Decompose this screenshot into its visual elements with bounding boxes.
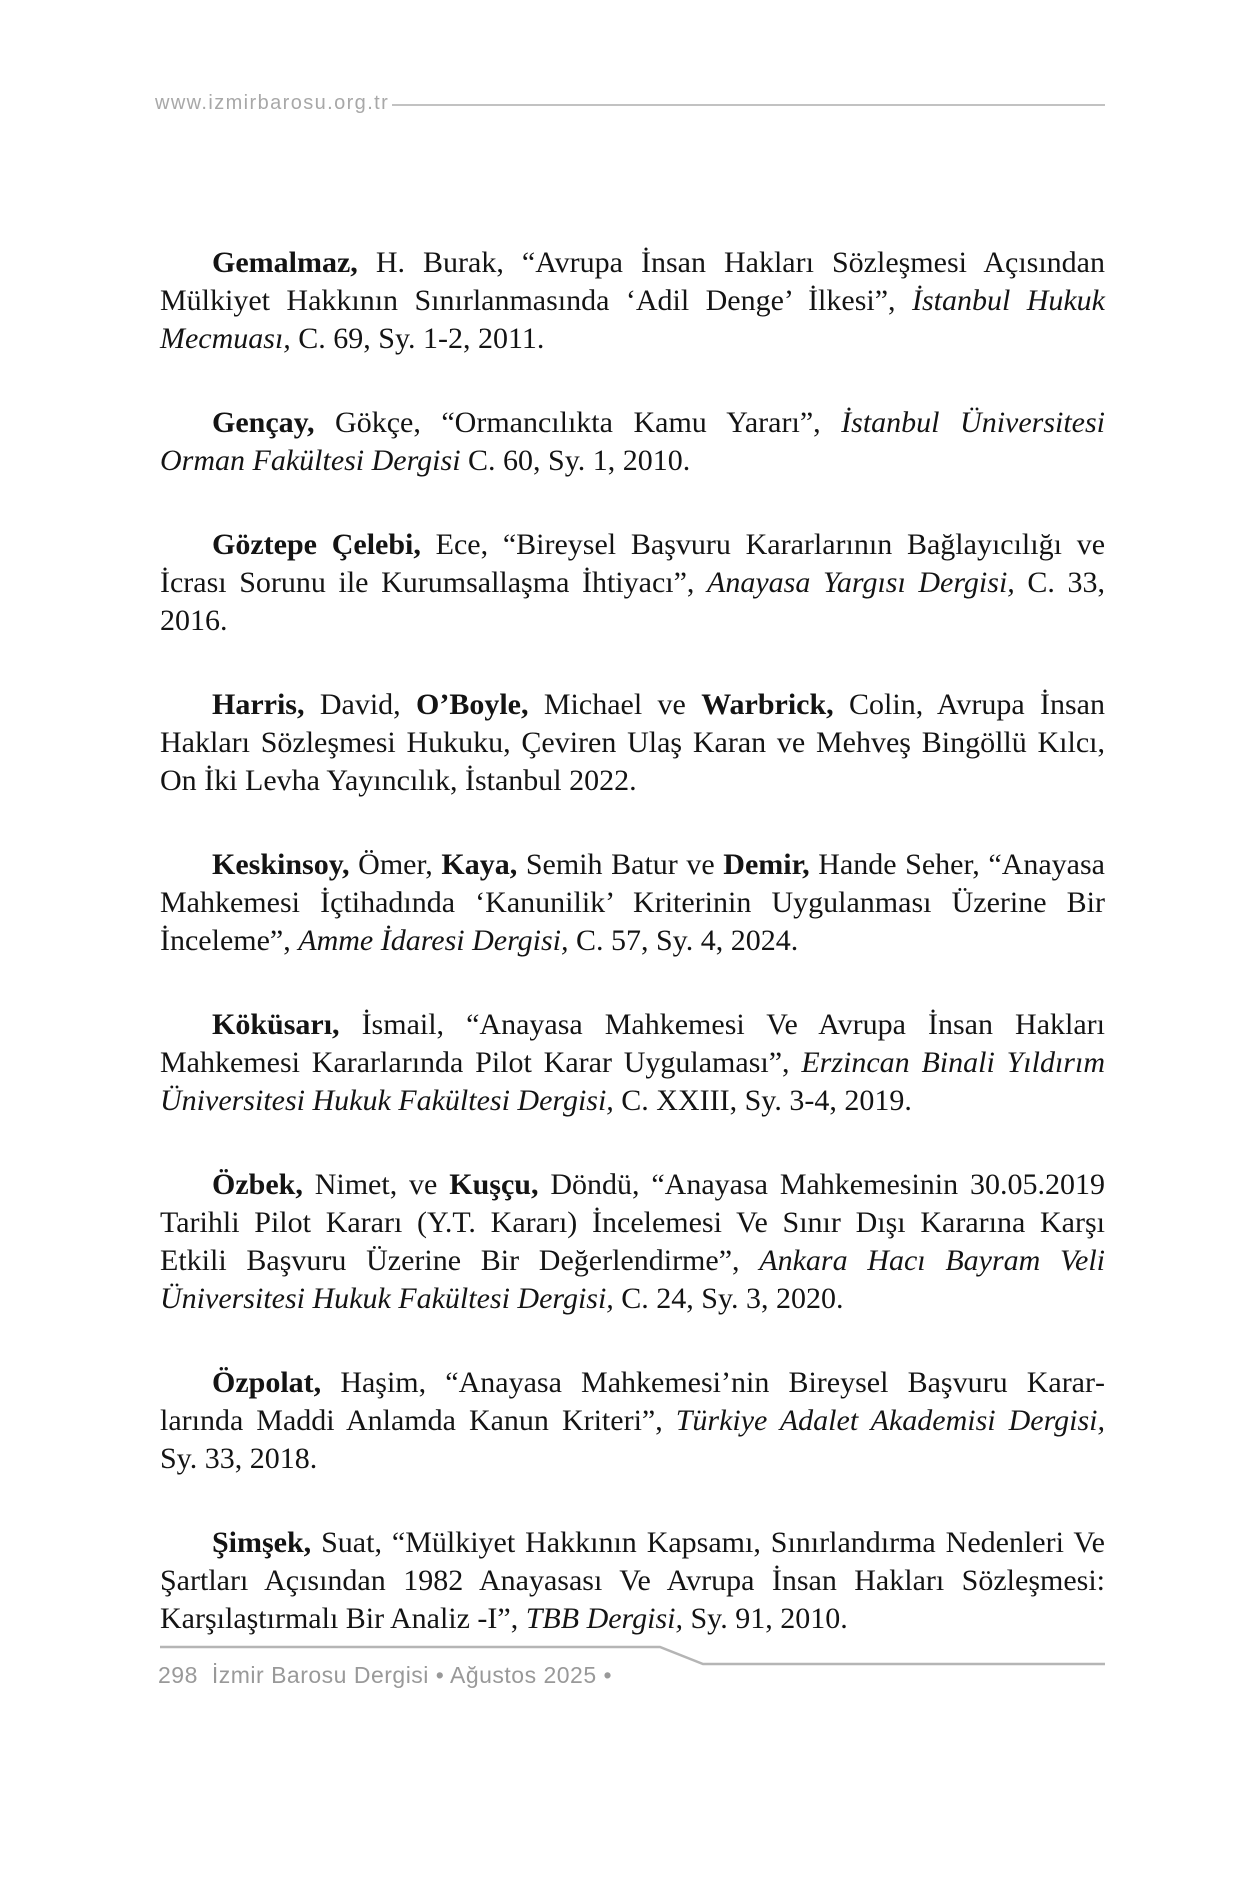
entry-segment: İstanbul Üniversitesi Orman Fakültesi Dergisi — [160, 406, 1106, 477]
entry-segment: Ömer, — [349, 848, 442, 881]
entry-segment: Özpolat, — [212, 1366, 322, 1399]
bibliography-entry — [160, 404, 1105, 480]
entry-segment: Gençay, — [212, 406, 315, 439]
entry-segment: Anayasa Yargısı Dergisi, — [707, 566, 1015, 599]
entry-segment: Demir, — [723, 848, 810, 881]
entry-segment: C. 60, Sy. 1, 2010. — [460, 444, 691, 477]
entry-segment: Şimşek, — [212, 1526, 312, 1559]
entry-segment: Semih Batur ve — [517, 848, 724, 881]
entry-segment: C. 24, Sy. 3, 2020. — [613, 1282, 844, 1315]
bibliography-entry — [160, 1364, 1105, 1478]
header-url: www.izmirbarosu.org.tr — [155, 92, 390, 114]
entry-segment: Ece, “Bireysel Başvuru Kararlarının Bağlayıcılığı ve İcrası Sorunu ile Kurumsallaşma İhtiyacı”, — [160, 528, 1106, 599]
entry-segment: Nimet, ve — [302, 1168, 450, 1201]
entry-segment: TBB Dergisi, — [525, 1602, 683, 1635]
entry-segment: Özbek, — [212, 1168, 303, 1201]
bibliography-entry — [160, 846, 1105, 960]
bibliography-entry — [160, 1166, 1105, 1318]
entry-segment: Gemalmaz, — [212, 246, 358, 279]
entry-segment: Döndü, “Anayasa Mahkemesinin 30.05.2019 Tarihli Pilot Kararı (Y.T. Kararı) İncelemesi Ve Sınır Dışı Kararına Karşı Etkili Başvuru Üzerine Bir Değerlendirme”, — [160, 1168, 1105, 1277]
entry-segment: O’Boyle, — [416, 688, 529, 721]
entry-segment: Warbrick, — [701, 688, 834, 721]
entry-segment: Colin, Avrupa İnsan Hakları Sözleşmesi Hukuku, Çeviren Ulaş Karan ve Mehveş Bingöllü Kılcı, On İki Levha Yayıncılık, İstanbul 2022. — [160, 688, 1105, 797]
bibliography-entry — [160, 1006, 1105, 1120]
entry-segment: Sy. 91, 2010. — [682, 1602, 848, 1635]
entry-segment: Amme İdaresi Dergisi, — [298, 924, 569, 957]
entry-segment: C. 57, Sy. 4, 2024. — [568, 924, 799, 957]
entry-segment: Hande Seher, “Anayasa Mahkemesi İçtihadında ‘Kanunilik’ Kriterinin Uygulanması Üzerine Bir İnceleme”, — [160, 848, 1105, 957]
entry-segment: İsmail, “Anayasa Mahkemesi Ve Avrupa İnsan Hakları Mahkemesi Kararlarında Pilot Karar Uygulaması”, — [160, 1008, 1105, 1079]
entry-segment: Göztepe Çelebi, — [212, 528, 421, 561]
entry-segment: C. XXIII, Sy. 3-4, 2019. — [613, 1084, 912, 1117]
bibliography-entry — [160, 686, 1105, 800]
entry-segment: Türkiye Adalet Akademisi Dergisi, — [675, 1404, 1105, 1437]
bibliography-entry — [160, 244, 1105, 358]
entry-segment: Haşim, “Anayasa Mahkemesi’nin Bireysel Başvuru Kararlarında Maddi Anlamda Kanun Kriteri”, — [160, 1366, 1105, 1437]
bibliography — [160, 244, 1105, 1684]
entry-segment: H. Burak, “Avrupa İnsan Hakları Sözleşmesi Açısından Mülkiyet Hakkının Sınırlanmasında ‘Adil Denge’ İlkesi”, — [160, 246, 1105, 317]
entry-segment: Kuşçu, — [449, 1168, 539, 1201]
entry-segment: Kaya, — [441, 848, 518, 881]
entry-segment: İstanbul Hukuk Mecmuası, — [160, 284, 1105, 355]
entry-segment: Keskinsoy, — [212, 848, 350, 881]
entry-segment: Gökçe, “Ormancılıkta Kamu Yararı”, — [314, 406, 842, 439]
entry-segment: Michael ve — [528, 688, 702, 721]
entry-segment: C. 69, Sy. 1-2, 2011. — [290, 322, 545, 355]
entry-segment: Erzincan Binali Yıldırım Üniversitesi Hukuk Fakültesi Dergisi, — [160, 1046, 1105, 1117]
entry-segment: Harris, — [212, 688, 305, 721]
entry-segment: Suat, “Mülkiyet Hakkının Kapsamı, Sınırlandırma Nedenleri Ve Şartları Açısından 1982 Anayasası Ve Avrupa İnsan Hakları Sözleşmesi: Karşılaştırmalı Bir Analiz -I”, — [160, 1526, 1105, 1635]
entry-segment: C. 33, 2016. — [160, 566, 1105, 637]
entry-segment: Köküsarı, — [212, 1008, 340, 1041]
entry-segment: Ankara Hacı Bayram Veli Üniversitesi Hukuk Fakültesi Dergisi, — [160, 1244, 1105, 1315]
page-header — [155, 92, 1105, 115]
header-divider — [392, 104, 1105, 106]
page-number: 298 — [158, 1662, 198, 1688]
entry-segment: Sy. 33, 2018. — [160, 1442, 318, 1475]
bibliography-entry — [160, 1524, 1105, 1638]
entry-segment: David, — [304, 688, 417, 721]
footer-journal-line: İzmir Barosu Dergisi • Ağustos 2025 • — [211, 1662, 613, 1688]
bibliography-entry — [160, 526, 1105, 640]
page-footer — [158, 1662, 612, 1689]
